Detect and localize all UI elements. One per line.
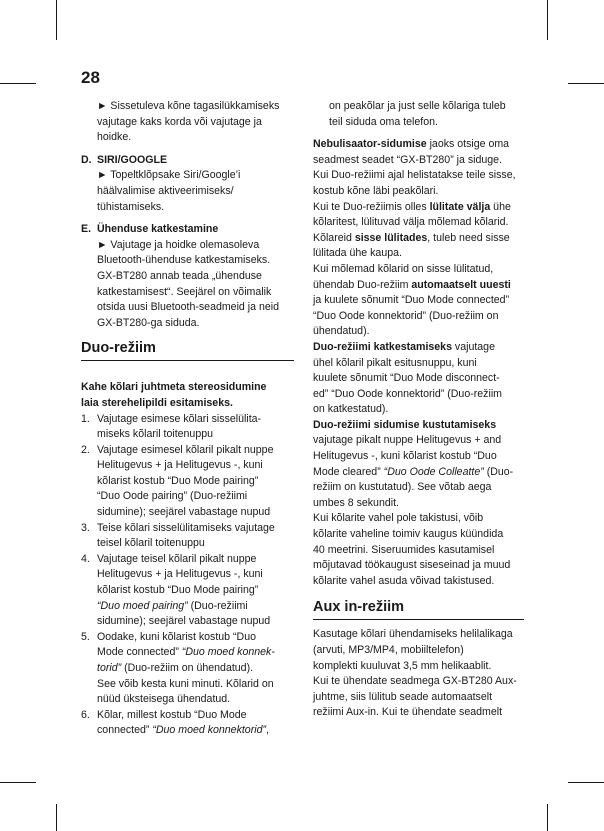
step-1	[81, 412, 294, 443]
text-line	[81, 396, 294, 412]
text-line	[313, 465, 524, 481]
text-segment: ühe	[490, 200, 511, 213]
crop-mark-bottom-left-h	[0, 782, 36, 783]
text-line	[313, 231, 524, 247]
text-segment: vajutage	[451, 340, 495, 353]
text-line: “Duo Oode pairing” (Duo-režiimi	[97, 490, 248, 503]
text-line: ed” “Duo Oode konnektorid” (Duo-režiim	[313, 387, 502, 400]
text-line: kõlarite vahel asuda võivad takistused.	[313, 574, 495, 587]
paragraph-range	[313, 511, 524, 589]
text-line	[313, 137, 524, 153]
paragraph-pairing	[313, 137, 524, 199]
text-line: juhtme, siis lülitub seade automaatselt	[313, 690, 493, 703]
text-line: Kui Duo-režiimi ajal helistatakse teile sisse,	[313, 169, 516, 182]
item-e-title	[97, 222, 294, 238]
text-line: mõjutavad töökaugust siseseinad ja muud	[313, 559, 511, 572]
crop-mark-bottom-right-v	[547, 804, 548, 831]
text-line: režiim on kustutatud). See võtab aega	[313, 481, 492, 494]
text-line	[313, 340, 524, 356]
text-line	[97, 645, 294, 661]
crop-mark-top-right-v	[547, 0, 548, 40]
text-segment: (Duo-režiimi	[187, 599, 248, 612]
bold-text: laia sterehelipildi esitamiseks.	[81, 396, 233, 409]
bold-text: lülitate välja	[429, 200, 491, 213]
left-column	[81, 99, 294, 739]
paragraph-aux	[313, 627, 524, 721]
text-line: Bluetooth-ühenduse katkestamiseks.	[97, 254, 271, 267]
intro-text	[81, 99, 294, 146]
paragraph-disconnect	[313, 340, 524, 418]
crop-mark-top-right-h	[568, 83, 604, 84]
text-line: 40 meetrini. Siseruumides kasutamisel	[313, 543, 495, 556]
aux-section-title: Aux in-režiim	[313, 598, 524, 620]
text-line: Helitugevus + ja Helitugevus -, kuni	[97, 459, 263, 472]
step-number: 5.	[81, 630, 90, 643]
text-line: Oodake, kuni kõlarist kostub “Duo	[97, 630, 256, 643]
italic-text: “Duo moed konnektorid”	[152, 724, 267, 737]
text-line: häälvalimise aktiveerimiseks/	[97, 184, 234, 197]
item-d-label: D.	[81, 153, 92, 166]
text-line: kõlaritest, lülituvad välja mõlemad kõlarid.	[313, 216, 509, 229]
text-line: See võib kesta kuni minuti. Kõlarid on	[97, 677, 274, 690]
italic-text: “Duo moed konnek-	[181, 646, 275, 659]
bold-text: Ühenduse katkestamine	[97, 223, 219, 236]
text-line	[81, 380, 294, 396]
text-segment: Mode connected”	[97, 646, 182, 659]
text-line: vajutage kaks korda või vajutage ja	[97, 115, 262, 128]
bold-text: automaatselt uuesti	[411, 278, 511, 291]
text-segment: (Duo-režiim on ühendatud).	[121, 662, 254, 674]
item-d-title	[97, 153, 294, 169]
italic-text: torid”	[97, 662, 122, 674]
text-segment: jaoks otsige oma	[426, 138, 510, 151]
text-line: on peakõlar ja just selle kõlariga tuleb	[329, 100, 506, 112]
text-line: “Duo Oode konnektorid” (Duo-režiim on	[313, 309, 499, 322]
text-line: Vajutage esimesel kõlaril pikalt nuppe	[97, 443, 274, 456]
text-line: kostub kõne läbi peakõlari.	[313, 184, 439, 197]
bold-text: Duo-režiimi sidumise kustutamiseks	[313, 418, 497, 431]
step-number: 4.	[81, 552, 90, 565]
bold-text: Duo-režiimi katkestamiseks	[313, 340, 452, 353]
text-line: GX-BT280-ga siduda.	[97, 316, 200, 329]
text-line: kõlarist kostub “Duo Mode pairing”	[97, 584, 259, 597]
text-line: umbes 8 sekundit.	[313, 496, 399, 509]
text-line: Helitugevus -, kuni kõlarist kostub “Duo	[313, 450, 497, 463]
bold-text: sisse lülitades	[354, 231, 428, 244]
bold-text: Nebulisaator-sidumise	[313, 138, 427, 151]
text-segment: ,	[266, 724, 269, 737]
item-e-label: E.	[81, 223, 92, 236]
item-d	[81, 153, 294, 215]
text-line: Teise kõlari sisselülitamiseks vajutage	[97, 521, 275, 534]
text-line: Vajutage esimese kõlari sisselülita-	[97, 412, 262, 425]
bold-text: SIRI/GOOGLE	[97, 153, 168, 166]
text-line: komplekti kuuluvat 3,5 mm helikaablit.	[313, 659, 492, 672]
text-line: katkestamisest“. Seejärel on võimalik	[97, 285, 272, 298]
bold-text: Kahe kõlari juhtmeta stereosidumine	[81, 381, 267, 394]
text-line: ühendatud).	[313, 325, 370, 338]
italic-text: “Duo Oode Colleatte”	[383, 465, 484, 478]
text-line: Kui te ühendate seadmega GX-BT280 Aux-	[313, 675, 517, 688]
text-line: ► Sissetuleva kõne tagasilükkamiseks	[97, 100, 280, 112]
text-line: hoidke.	[97, 131, 132, 144]
text-line: kõlarite vaheline toimiv kaugus küündida	[313, 528, 504, 541]
paragraph-reconnect	[313, 262, 524, 340]
step-number: 2.	[81, 443, 90, 456]
step-number: 1.	[81, 412, 90, 425]
text-line: ja kuulete sõnumit “Duo Mode connected”	[313, 294, 510, 307]
crop-mark-bottom-right-h	[568, 782, 604, 783]
duo-heading	[81, 380, 294, 411]
step-number: 3.	[81, 521, 90, 534]
text-line: on katkestatud).	[313, 403, 389, 416]
text-line: sidumine); seejärel vabastage nupud	[97, 506, 271, 519]
text-line: miseks kõlaril toitenuppu	[97, 428, 213, 441]
text-segment: Kui te Duo-režiimis olles	[313, 200, 430, 213]
text-segment: ühendab Duo-režiim	[313, 278, 412, 291]
text-line	[313, 200, 524, 216]
text-segment: Mode cleared”	[313, 465, 384, 478]
crop-mark-bottom-left-v	[56, 804, 57, 831]
paragraph-clear-pairing	[313, 418, 524, 512]
step-2	[81, 443, 294, 521]
text-line: režiimi Aux-in. Kui te ühendate seadmelt	[313, 706, 503, 719]
step-6-continuation	[313, 99, 524, 130]
text-segment: (Duo-	[483, 465, 514, 478]
duo-section-title: Duo-režiim	[81, 339, 294, 361]
step-3	[81, 521, 294, 552]
text-segment: Kõlareid	[313, 231, 355, 244]
crop-mark-top-left-v	[56, 0, 57, 40]
text-line	[313, 418, 524, 434]
text-line: GX-BT280 annab teada „ühenduse	[97, 269, 262, 282]
text-line: vajutage pikalt nuppe Helitugevus + and	[313, 434, 502, 447]
text-line: kuulete sõnumit “Duo Mode disconnect-	[313, 372, 500, 385]
text-line: seadmest seadet “GX-BT280” ja siduge.	[313, 153, 503, 166]
text-line: nüüd üksteisega ühendatud.	[97, 693, 231, 706]
text-line: otsida uusi Bluetooth-seadmeid ja neid	[97, 301, 279, 314]
paragraph-power-off	[313, 200, 524, 262]
page-number: 28	[81, 68, 100, 87]
text-line: tühistamiseks.	[97, 200, 165, 213]
text-line: sidumine); seejärel vabastage nupud	[97, 615, 271, 628]
text-line: Kasutage kõlari ühendamiseks helilalikaga	[313, 628, 513, 641]
right-column	[313, 99, 524, 721]
text-line: Kui mõlemad kõlarid on sisse lülitatud,	[313, 262, 494, 275]
text-line: kõlarist kostub “Duo Mode pairing”	[97, 474, 259, 487]
crop-mark-top-left-h	[0, 83, 36, 84]
step-6	[81, 708, 294, 739]
text-line: ► Topeltklõpsake Siri/Google’i	[97, 169, 241, 182]
step-5	[81, 630, 294, 708]
item-e	[81, 222, 294, 331]
text-line: teil siduda oma telefon.	[329, 115, 438, 128]
step-4	[81, 552, 294, 630]
text-line	[97, 723, 294, 739]
text-line: lülitada ühe kaupa.	[313, 247, 402, 260]
text-line: Helitugevus + ja Helitugevus -, kuni	[97, 568, 263, 581]
italic-text: “Duo moed pairing”	[97, 599, 188, 612]
text-line: Kui kõlarite vahel pole takistusi, võib	[313, 512, 484, 525]
step-number: 6.	[81, 708, 90, 721]
text-line	[97, 599, 294, 615]
text-line: ► Vajutage ja hoidke olemasoleva	[97, 238, 260, 251]
text-line	[313, 278, 524, 294]
text-line: Kõlar, millest kostub “Duo Mode	[97, 708, 247, 721]
text-line: ühel kõlaril pikalt esitusnuppu, kuni	[313, 356, 477, 369]
text-line	[97, 661, 294, 677]
text-line: (arvuti, MP3/MP4, mobiiltelefon)	[313, 644, 464, 656]
text-segment: , tuleb need sisse	[427, 231, 510, 244]
text-line: Vajutage teisel kõlaril pikalt nuppe	[97, 552, 257, 565]
text-line: teisel kõlaril toitenuppu	[97, 537, 205, 550]
text-segment: connected”	[97, 724, 153, 737]
